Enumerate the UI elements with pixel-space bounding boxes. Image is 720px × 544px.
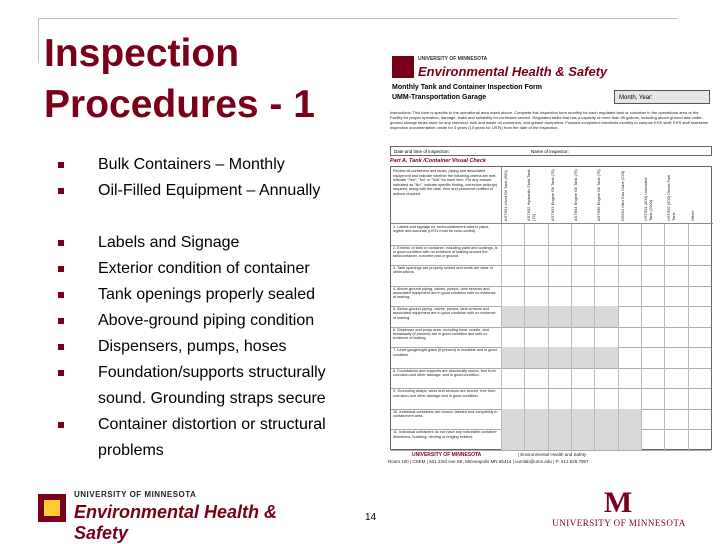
table-cell[interactable]	[618, 306, 642, 327]
table-cell[interactable]	[688, 286, 712, 307]
table-cell[interactable]	[594, 286, 618, 307]
table-cell[interactable]	[688, 388, 712, 409]
table-cell[interactable]	[548, 388, 572, 409]
table-cell[interactable]	[571, 265, 595, 286]
table-cell[interactable]	[501, 224, 525, 245]
form-title: Monthly Tank and Container Inspection Form	[392, 84, 542, 91]
table-cell[interactable]	[548, 327, 572, 348]
table-row-label: 3. Tank openings are properly sealed and vents are clear of obstructions.	[393, 266, 493, 275]
table-cell[interactable]	[501, 286, 525, 307]
part-a-heading: Part A. Tank /Container Visual Check	[390, 158, 486, 164]
table-cell[interactable]	[641, 224, 665, 245]
table-cell[interactable]	[618, 347, 642, 368]
table-cell[interactable]	[501, 409, 525, 430]
slide-frame-top	[38, 18, 678, 19]
table-cell[interactable]	[688, 409, 712, 430]
table-cell[interactable]	[664, 245, 688, 266]
table-column-header: UST602 (500) Diesel Fuel Tank	[666, 174, 677, 221]
table-cell[interactable]	[594, 347, 618, 368]
table-cell[interactable]	[524, 409, 548, 430]
table-cell[interactable]	[524, 327, 548, 348]
table-cell[interactable]	[641, 368, 665, 389]
date-label: Date and time of inspection:	[394, 149, 450, 154]
umn-m-icon: M	[603, 486, 633, 519]
table-row-label: 2. Exterior of tank or container, including paint and coatings, is in good condition with no evidence of leaking around the tank/container, concrete pad or ground.	[393, 245, 498, 259]
form-footer-university: UNIVERSITY OF MINNESOTA	[412, 452, 482, 458]
table-cell[interactable]	[664, 224, 688, 245]
table-cell[interactable]	[501, 388, 525, 409]
bullet-square-icon	[58, 240, 64, 246]
bullet-item: Tank openings properly sealed	[58, 282, 358, 308]
table-row-label: 4. Above-ground piping, valves, pumps, tank sensors and associated equipment are in good condition with no evidence of leaking.	[393, 286, 496, 300]
form-location: UMM-Transportation Garage	[392, 94, 487, 101]
bottom-ehs-logo	[34, 490, 330, 543]
table-cell[interactable]	[688, 368, 712, 389]
table-row	[391, 327, 711, 349]
table-row	[391, 409, 711, 431]
table-cell[interactable]	[618, 429, 642, 450]
table-cell[interactable]	[548, 306, 572, 327]
table-column-header: UST601 (500) Unleaded Tank (2000)	[643, 177, 653, 221]
table-row	[391, 368, 711, 390]
table-cell[interactable]	[594, 429, 618, 450]
table-cell[interactable]	[688, 327, 712, 348]
table-row-label: 9. Grounding straps, wires and sensors are secure, free from corrosion and other damage and in good condition.	[393, 389, 496, 398]
table-column-header: AST602 Hydraulic Fluid Tank (75)	[526, 169, 537, 221]
table-column-header: AST601 Used Oil Tank (500)	[503, 170, 508, 221]
table-column-header: DS601 Mini Gas Cube (220)	[619, 170, 625, 221]
bullet-item: Above-ground piping condition	[58, 308, 358, 334]
table-cell[interactable]	[501, 429, 525, 450]
table-cell[interactable]	[688, 347, 712, 368]
table-cell[interactable]	[524, 368, 548, 389]
table-cell[interactable]	[571, 286, 595, 307]
umn-logo-text: UNIVERSITY OF MINNESOTA	[552, 518, 686, 528]
table-cell[interactable]	[524, 245, 548, 266]
table-cell[interactable]	[548, 265, 572, 286]
table-cell[interactable]	[641, 265, 665, 286]
table-cell[interactable]	[571, 245, 595, 266]
slide-frame-left	[38, 18, 39, 62]
table-cell[interactable]	[618, 265, 642, 286]
bullet-square-icon	[58, 266, 64, 272]
table-cell[interactable]	[618, 286, 642, 307]
table-cell[interactable]	[618, 368, 642, 389]
table-cell[interactable]	[571, 224, 595, 245]
table-cell[interactable]	[688, 306, 712, 327]
table-cell[interactable]	[548, 245, 572, 266]
table-row	[391, 429, 711, 451]
table-column-header: AST604 Engine Oil Tank (75)	[573, 169, 578, 221]
table-cell[interactable]	[501, 265, 525, 286]
table-cell[interactable]	[688, 224, 712, 245]
table-cell[interactable]	[594, 388, 618, 409]
bullet-square-icon	[58, 292, 64, 298]
table-row-label: 11. Individual containers do not have any noticeable container distortions, buckling, denting or bulging evident.	[393, 430, 497, 439]
table-row	[391, 224, 711, 246]
table-cell[interactable]	[664, 368, 688, 389]
table-cell[interactable]	[594, 368, 618, 389]
bullet-list	[58, 152, 358, 464]
table-cell[interactable]	[501, 347, 525, 368]
bullet-square-icon	[58, 370, 64, 376]
umn-logo	[552, 486, 686, 534]
bullet-square-icon	[58, 344, 64, 350]
table-row-label: 8. Foundations and supports are structurally sound, free from corrosion and other damage, and in good condition.	[393, 368, 496, 378]
table-cell[interactable]	[571, 409, 595, 430]
table-cell[interactable]	[548, 368, 572, 389]
table-cell[interactable]	[641, 388, 665, 409]
form-instructions: Instructions: This form is specific to the operational area noted above. Complete this inspection form monthly for each regulated tank or container in the operational area or the Facility for proper operation, damage, leaks and suitability for continued service. Regulated tanks that has a capacity of more than 55 gallons, including above-ground and under-ground storage tanks used for any chemical, bulk and waste oil containers, and grease dumpsters. Forward completed checklists monthly to campus EHS staff; EHS staff maintains inspection documentation onsite for 3 years (10 years for USTs) from the date of the inspection.	[390, 110, 709, 130]
ehs-mark-icon	[38, 494, 66, 522]
slide-title: Inspection Procedures - 1	[44, 32, 315, 126]
table-cell[interactable]	[524, 265, 548, 286]
table-row	[391, 265, 711, 287]
table-row	[391, 245, 711, 267]
table-cell[interactable]	[571, 368, 595, 389]
bullet-square-icon	[58, 422, 64, 428]
inspector-label: Name of inspector:	[531, 149, 569, 154]
bullet-item: Dispensers, pumps, hoses	[58, 334, 358, 360]
bullet-item: Oil-Filled Equipment – Annually	[58, 178, 358, 204]
table-header-text: Review all containers and tanks, piping and associated equipment and indicate whether the following criteria are met. Indicate "Yes", "No" or "N/A" for each item. For any answer indicated as "No", indicate specific finding, corrective action(s) required, along with the date, time and personnel notified of actions required.	[393, 169, 498, 196]
table-cell[interactable]	[641, 429, 665, 450]
table-cell[interactable]	[548, 429, 572, 450]
inspection-form-image	[386, 52, 716, 470]
table-cell[interactable]	[664, 347, 688, 368]
table-cell[interactable]	[548, 224, 572, 245]
table-column-header: AST605 Engine Oil Tank (75)	[596, 169, 602, 221]
table-cell[interactable]	[501, 306, 525, 327]
table-cell[interactable]	[501, 368, 525, 389]
table-cell[interactable]	[548, 286, 572, 307]
table-cell[interactable]	[571, 347, 595, 368]
bottom-university: UNIVERSITY OF MINNESOTA	[74, 490, 197, 499]
table-cell[interactable]	[524, 347, 548, 368]
table-row-label: 10. Individual containers are closed, labeled and completely in containment area.	[393, 409, 498, 419]
date-inspector-bar	[390, 146, 712, 156]
table-cell[interactable]	[594, 265, 618, 286]
table-row	[391, 306, 711, 328]
table-cell[interactable]	[664, 409, 688, 430]
table-cell[interactable]	[641, 347, 665, 368]
table-cell[interactable]	[524, 429, 548, 450]
table-cell[interactable]	[571, 306, 595, 327]
form-footer-department: | Environmental Health and Safety	[518, 452, 587, 457]
table-cell[interactable]	[618, 409, 642, 430]
table-cell[interactable]	[641, 327, 665, 348]
table-cell[interactable]	[641, 306, 665, 327]
table-cell[interactable]	[618, 224, 642, 245]
table-column-header: Other:	[689, 209, 695, 221]
table-cell[interactable]	[594, 245, 618, 266]
table-cell[interactable]	[524, 306, 548, 327]
bullet-item: Exterior condition of container	[58, 256, 358, 282]
table-column-header: AST603 Engine Oil Tank (75)	[549, 169, 555, 221]
table-cell[interactable]	[594, 224, 618, 245]
table-cell[interactable]	[501, 245, 525, 266]
bullet-square-icon	[58, 162, 64, 168]
table-row-label: 6. Dispenser and pump area, including hose, nozzle, and breakaway (if present) are in good condition and with no evidence of leaking.	[393, 327, 489, 341]
table-cell[interactable]	[618, 388, 642, 409]
table-row-label: 1. Labels and signage for tank/containment area in place, legible and accurate (USTs must be color-coded).	[393, 225, 490, 234]
table-cell[interactable]	[548, 347, 572, 368]
bullet-square-icon	[58, 318, 64, 324]
table-cell[interactable]	[641, 286, 665, 307]
table-cell[interactable]	[664, 286, 688, 307]
table-cell[interactable]	[688, 245, 712, 266]
table-cell[interactable]	[524, 224, 548, 245]
table-cell[interactable]	[571, 388, 595, 409]
table-cell[interactable]	[594, 306, 618, 327]
table-cell[interactable]	[688, 265, 712, 286]
table-cell[interactable]	[548, 409, 572, 430]
form-department: Environmental Health & Safety	[418, 64, 608, 79]
table-row	[391, 286, 711, 308]
ehs-logo-icon	[392, 56, 414, 78]
bullet-item: Labels and Signage	[58, 230, 358, 256]
table-cell[interactable]	[664, 388, 688, 409]
table-row	[391, 347, 711, 369]
table-cell[interactable]	[664, 265, 688, 286]
table-cell[interactable]	[664, 429, 688, 450]
table-cell[interactable]	[641, 245, 665, 266]
form-footer-address: Room 100 | CSEM | 501 23rd Ave SE, Minneapolis MN 55414 | uumlab@umn.edu | P: 612.626.7957	[388, 459, 589, 464]
table-cell[interactable]	[524, 286, 548, 307]
table-cell[interactable]	[524, 388, 548, 409]
table-cell[interactable]	[688, 429, 712, 450]
table-cell[interactable]	[618, 245, 642, 266]
bullet-item: Foundation/supports structurally sound. Grounding straps secure	[58, 360, 358, 412]
table-cell[interactable]	[594, 409, 618, 430]
inspection-table	[390, 166, 712, 450]
bullet-item: Container distortion or structural problems	[58, 412, 358, 464]
table-cell[interactable]	[594, 327, 618, 348]
table-cell[interactable]	[618, 327, 642, 348]
table-row-label: 7. Level gauge/sight glass (if present) is readable and in good condition.	[393, 348, 497, 357]
table-cell[interactable]	[571, 429, 595, 450]
table-cell[interactable]	[641, 409, 665, 430]
bullet-item: Bulk Containers – Monthly	[58, 152, 358, 178]
table-cell[interactable]	[571, 327, 595, 348]
bottom-department: Environmental Health & Safety	[74, 502, 278, 543]
table-cell[interactable]	[664, 327, 688, 348]
table-cell[interactable]	[501, 327, 525, 348]
page-number: 14	[365, 512, 377, 523]
table-row-label: 5. Below-ground piping, valves, pumps, tank sensors and associated equipment are in good condition with no evidence of leaking.	[393, 307, 496, 320]
month-year-box: Month, Year:	[614, 90, 710, 104]
table-row	[391, 388, 711, 410]
table-cell[interactable]	[664, 306, 688, 327]
bullet-square-icon	[58, 188, 64, 194]
form-university: UNIVERSITY OF MINNESOTA	[418, 56, 488, 62]
